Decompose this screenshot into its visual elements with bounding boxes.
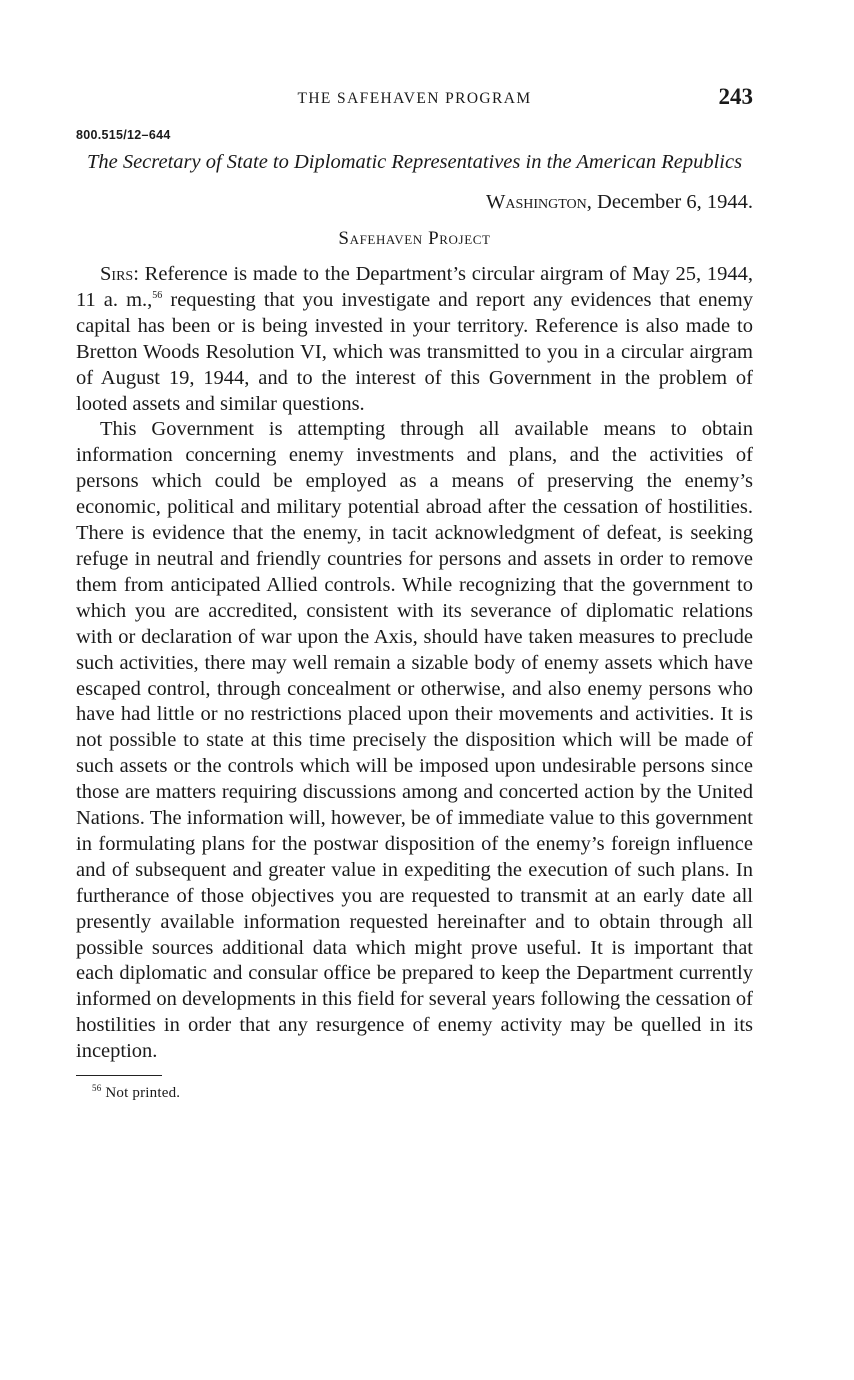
file-number: 800.515/12–644 xyxy=(76,128,171,142)
document-page xyxy=(76,84,753,1102)
footnote-text: Not printed. xyxy=(101,1085,181,1102)
running-head xyxy=(76,84,753,118)
salutation: Sirs xyxy=(100,263,134,285)
footnote-reference[interactable]: 56 xyxy=(152,290,163,302)
paragraph-1-part-b: requesting that you investigate and report any evidences that enemy capital has been or is being invested in your territory. Reference is also made to Bretton Woods Resolution VI, which was transmitted to you in a circular airgram of August 19, 1944, and to the interest of this Government in the problem of looted assets and similar questions. xyxy=(76,288,753,415)
paragraph-1-part-a: : Reference is made to the Department’s circular airgram of May 25, 1944, 11 a. m., xyxy=(76,263,753,311)
running-title: THE SAFEHAVEN PROGRAM xyxy=(297,90,532,107)
page-number: 243 xyxy=(718,84,753,109)
paragraph-2: This Government is attempting through all available means to obtain information concerning enemy investments and plans, and the activities of persons which could be employed as a means of preserving the enemy’s economic, political and military potential abroad after the cessation of hostilities. There is evidence that the enemy, in tacit acknowledgment of defeat, is seeking refuge in neutral and friendly countries for persons and assets in order to remove them from anticipated Allied controls. While recognizing that the government to which you are accredited, consistent with its severance of diplomatic relations with or declaration of war upon the Axis, should have taken measures to preclude such activities, there may well remain a sizable body of enemy assets which have escaped control, through concealment or otherwise, and also enemy persons who have had little or no restrictions placed upon their movements and activities. It is not possible to state at this time precisely the disposition which will be made of such assets or the controls which will be imposed upon undesirable persons since those are matters requiring discussions among and concerted action by the United Nations. The information will, however, be of immediate value to this government in formulating plans for the postwar disposition of the enemy’s foreign influence and of subsequent and greater value in expediting the execution of such plans. In furtherance of those objectives you are requested to transmit at an early date all presently available information requested hereinafter and to obtain through all possible sources additional data which might prove useful. It is important that each diplomatic and consular office be prepared to keep the Department currently informed on developments in this field for several years following the cessation of hostilities in order that any resurgence of enemy activity may be quelled in its inception. xyxy=(76,418,753,1063)
subject-line: Safehaven Project xyxy=(338,228,491,249)
footnote xyxy=(76,1085,753,1102)
dateline xyxy=(76,191,753,214)
footnote-divider xyxy=(76,1075,162,1076)
dateline-date: , December 6, 1944. xyxy=(586,191,753,213)
footnote-marker: 56 xyxy=(92,1083,102,1094)
body-text xyxy=(76,262,753,1065)
paragraph-1 xyxy=(76,262,753,417)
document-heading: The Secretary of State to Diplomatic Representatives in the American Republics xyxy=(86,151,743,173)
dateline-place: Washington xyxy=(486,191,587,213)
